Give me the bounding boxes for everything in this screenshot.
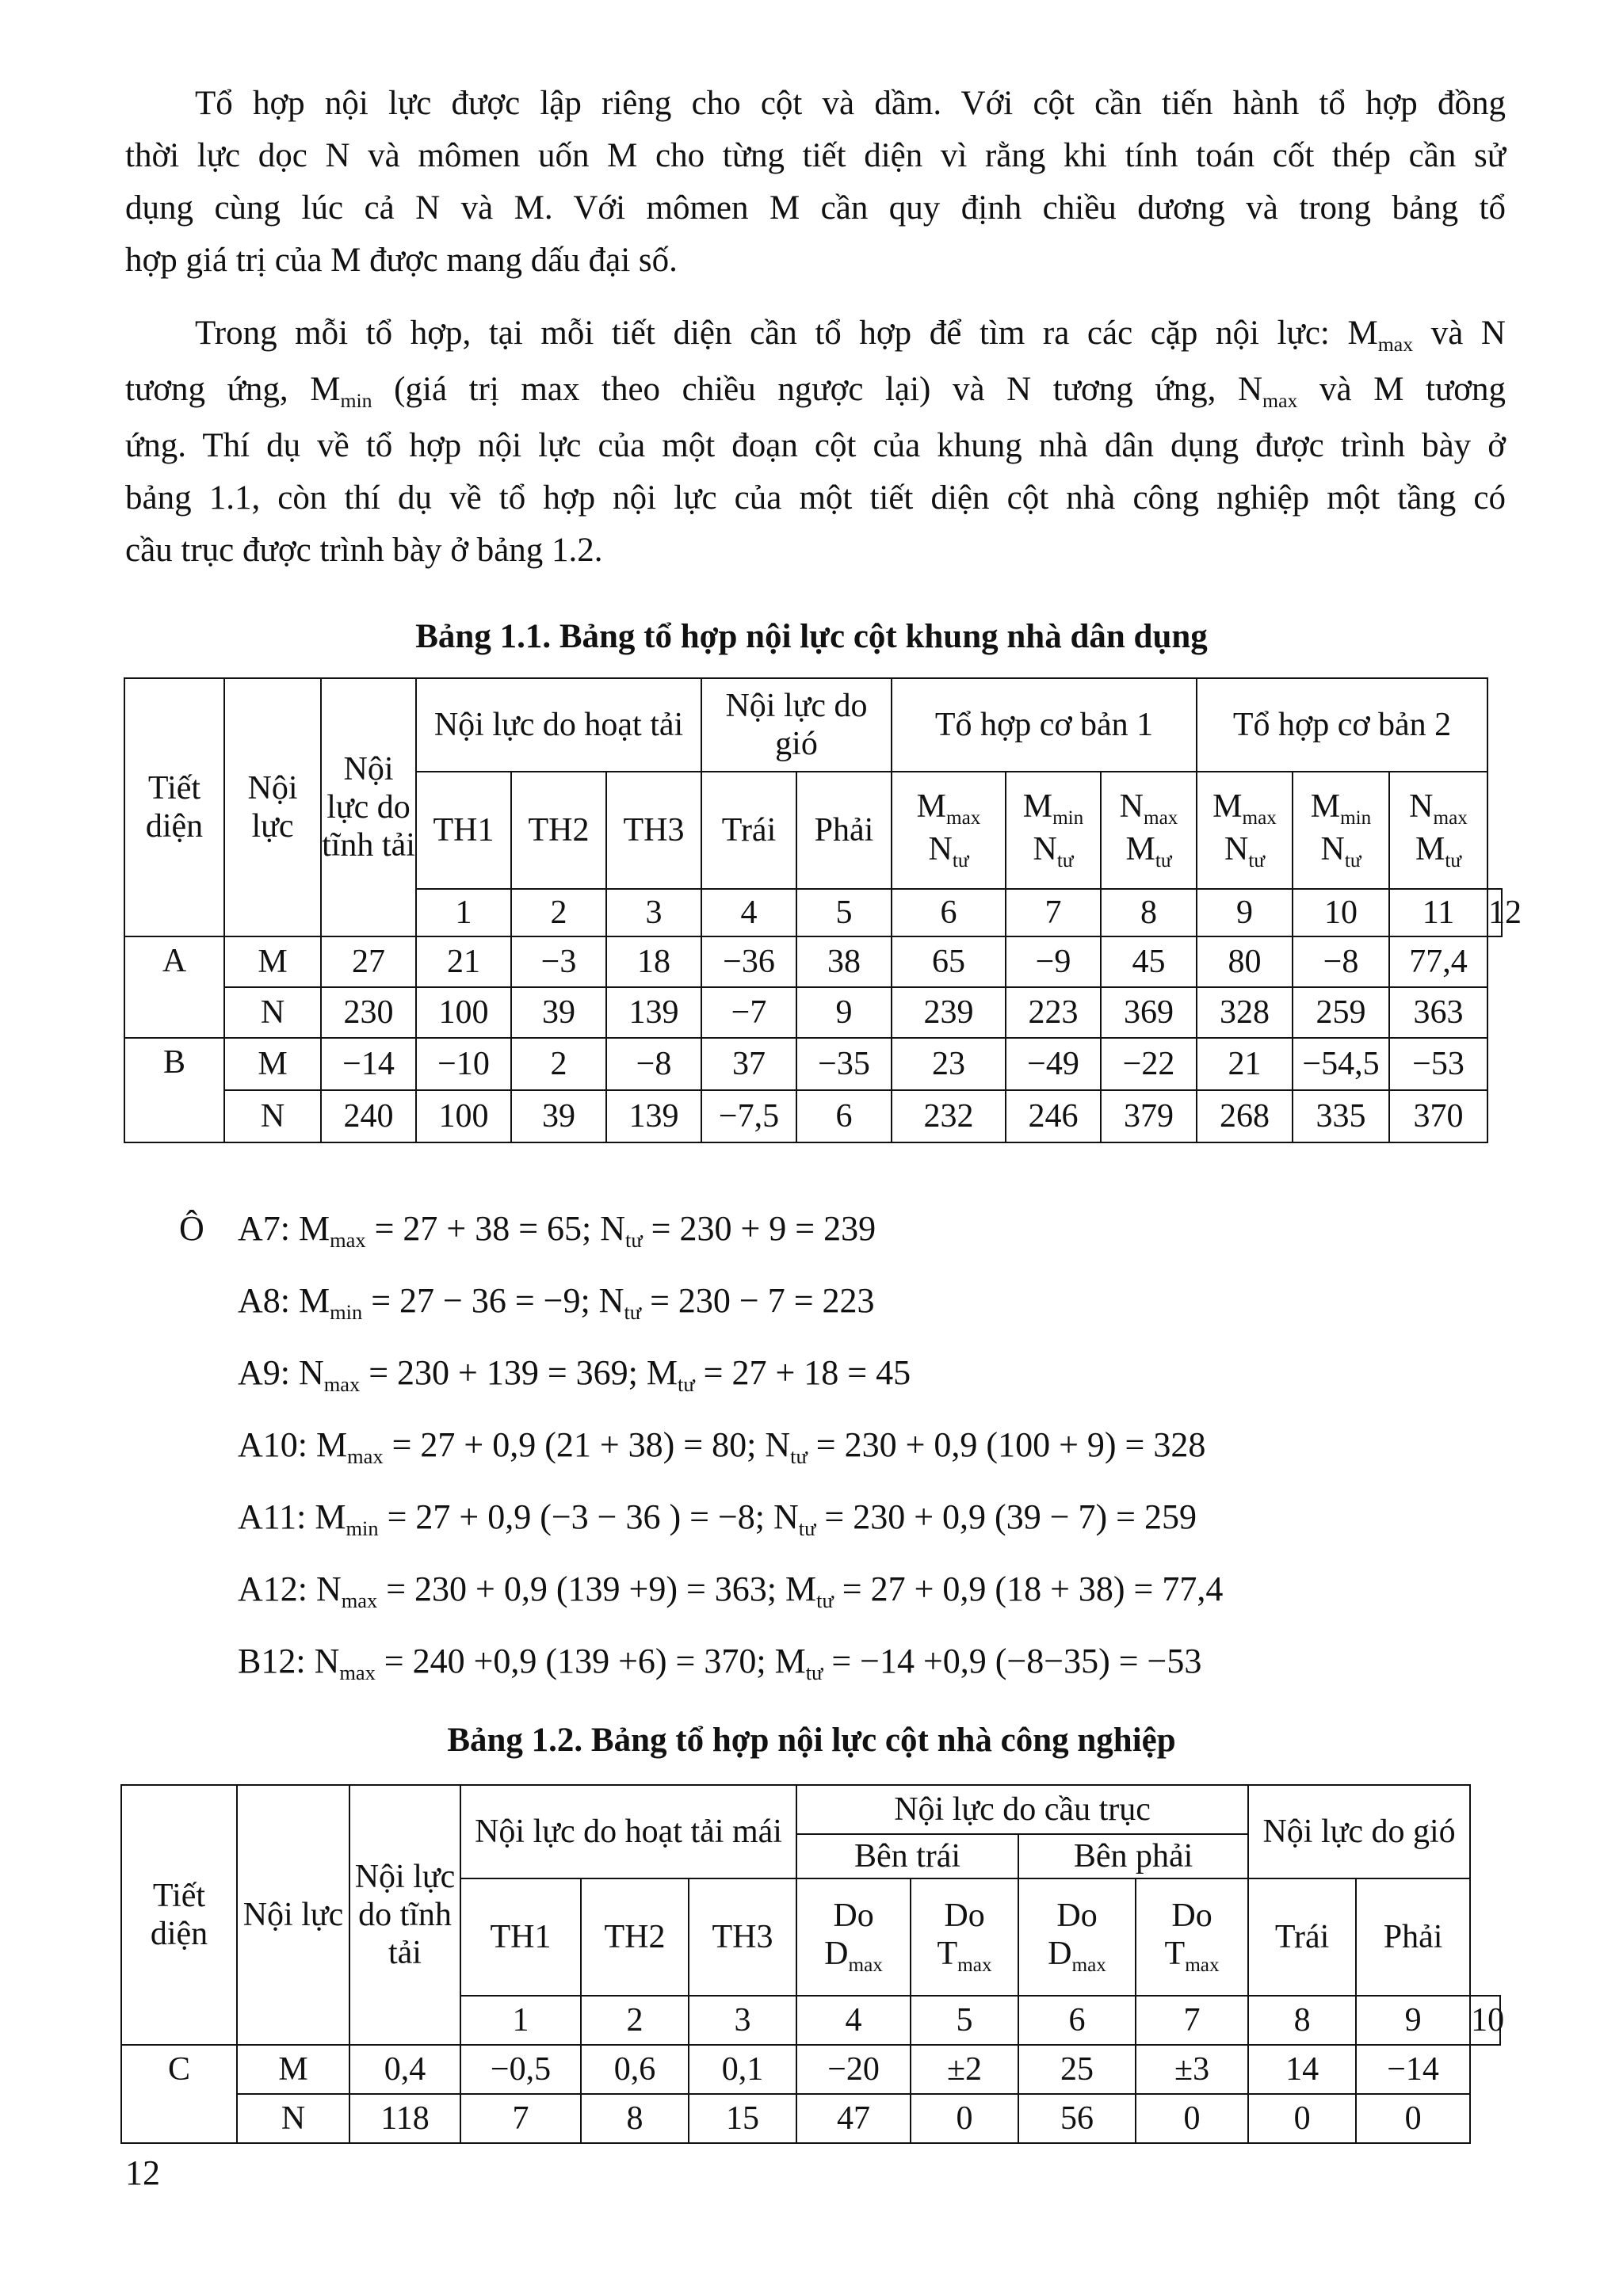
subscript: max <box>1433 807 1468 829</box>
header-combo <box>1197 772 1293 889</box>
subscript: tư <box>1445 849 1462 871</box>
symbol: M <box>785 1569 817 1608</box>
text-run: và N <box>1413 315 1506 352</box>
table-cell: 379 <box>1101 1090 1197 1142</box>
symbol: M <box>315 1497 346 1536</box>
table-row <box>124 936 1502 987</box>
header-th2: TH2 <box>511 772 606 889</box>
table-cell: 139 <box>606 1090 701 1142</box>
header-combo <box>892 772 1006 889</box>
table-cell: 15 <box>689 2094 796 2143</box>
subscript: max <box>1185 1954 1220 1976</box>
symbol: M <box>316 1425 348 1464</box>
table-cell: 77,4 <box>1389 936 1487 987</box>
text-line: cầu trục được trình bày ở bảng 1.2. <box>125 532 603 569</box>
expression: = 230 + 0,9 (100 + 9) = 328 <box>807 1425 1206 1464</box>
subscript: max <box>848 1954 883 1976</box>
header-noi-luc: Nội lực <box>237 1785 349 2045</box>
header-tiet-dien: Tiết diện <box>121 1785 237 2045</box>
text-run: và M tương <box>1297 371 1506 408</box>
symbol: N <box>1224 831 1249 868</box>
symbol: M <box>1125 831 1155 868</box>
table-cell: 14 <box>1248 2045 1356 2094</box>
column-number: 10 <box>1470 1996 1500 2045</box>
table-2-caption: Bảng 1.2. Bảng tổ hợp nội lực cột nhà công nghiệp <box>447 1722 1176 1759</box>
subscript: max <box>1242 807 1277 829</box>
table-cell: 65 <box>892 936 1006 987</box>
table-cell: 0 <box>911 2094 1018 2143</box>
table-cell: 45 <box>1101 936 1197 987</box>
header-th1: TH1 <box>460 1878 581 1996</box>
header-hoat-tai-mai: Nội lực do hoạt tải mái <box>460 1785 796 1878</box>
column-number: 9 <box>1197 889 1293 936</box>
header-word: Do <box>1056 1897 1098 1934</box>
text-line: Tổ hợp nội lực được lập riêng cho cột và dầm. Với cột cần tiến hành tổ hợp đồng <box>195 85 1506 122</box>
header-word: Do <box>1171 1897 1212 1934</box>
symbol: M <box>299 1281 330 1320</box>
subscript: max <box>946 807 981 829</box>
table-cell: −14 <box>321 1038 416 1090</box>
header-do-tmax <box>1136 1878 1248 1996</box>
header-do-tmax <box>911 1878 1018 1996</box>
symbol: M <box>1022 788 1053 825</box>
table-cell: −9 <box>1006 936 1101 987</box>
table-cell: 8 <box>581 2094 689 2143</box>
symbol: N <box>314 1642 340 1680</box>
force-label: N <box>224 1090 321 1142</box>
text-run: tương ứng, M <box>125 371 341 408</box>
header-th3: TH3 <box>606 772 701 889</box>
text-line: ứng. Thí dụ về tổ hợp nội lực của một đoạn cột của khung nhà dân dụng được trình bày ở <box>125 427 1506 464</box>
equation-label: A10: <box>238 1425 316 1464</box>
table-cell: 335 <box>1293 1090 1389 1142</box>
table-cell: 223 <box>1006 987 1101 1038</box>
table-cell: 0 <box>1248 2094 1356 2143</box>
equation-line <box>238 1553 1223 1625</box>
symbol: M <box>299 1209 330 1248</box>
table-row <box>124 1090 1502 1142</box>
column-number: 8 <box>1101 889 1197 936</box>
header-gio: Nội lực do gió <box>1248 1785 1470 1878</box>
table-cell: 0,4 <box>349 2045 460 2094</box>
subscript: min <box>1052 807 1084 829</box>
text-line: hợp giá trị của M được mang dấu đại số. <box>125 242 678 279</box>
table-cell: 38 <box>796 936 892 987</box>
table-cell: 118 <box>349 2094 460 2143</box>
subscript: tư <box>624 1300 642 1325</box>
column-number: 6 <box>892 889 1006 936</box>
equation-label: A8: <box>238 1281 299 1320</box>
text-line: dụng cùng lúc cả N và M. Với mômen M cần quy định chiều dương và trong bảng tổ <box>125 189 1506 227</box>
table-row <box>121 2094 1500 2143</box>
symbol: D <box>824 1936 849 1972</box>
subscript: tư <box>1056 849 1074 871</box>
table-cell: 56 <box>1018 2094 1136 2143</box>
header-noi-luc: Nội lực <box>224 678 321 936</box>
table-cell: 100 <box>416 987 511 1038</box>
header-trai: Trái <box>701 772 796 889</box>
column-number: 5 <box>911 1996 1018 2045</box>
table-cell: 239 <box>892 987 1006 1038</box>
paragraph-1 <box>125 78 1506 287</box>
table-cell: 6 <box>796 1090 892 1142</box>
expression: = −14 +0,9 (−8−35) = −53 <box>823 1642 1202 1680</box>
text-line: thời lực dọc N và mômen uốn M cho từng tiết diện vì rằng khi tính toán cốt thép cần sử <box>125 137 1506 174</box>
expression: = 27 + 18 = 45 <box>694 1353 911 1392</box>
cell-prefix: Ô <box>179 1209 204 1248</box>
symbol: M <box>774 1642 806 1680</box>
symbol: N <box>1409 788 1434 825</box>
header-th1: TH1 <box>416 772 511 889</box>
column-number: 4 <box>701 889 796 936</box>
column-number: 10 <box>1293 889 1389 936</box>
force-label: M <box>224 936 321 987</box>
column-number: 2 <box>581 1996 689 2045</box>
equation-line <box>238 1409 1223 1481</box>
subscript: tư <box>1344 849 1361 871</box>
subscript: max <box>323 1372 361 1397</box>
symbol: N <box>773 1497 799 1536</box>
table-cell: 259 <box>1293 987 1389 1038</box>
equation-line <box>238 1264 1223 1337</box>
subscript: max <box>347 1444 384 1469</box>
table-cell: 328 <box>1197 987 1293 1038</box>
symbol: N <box>1033 831 1057 868</box>
symbol: N <box>1119 788 1144 825</box>
equation-line <box>238 1481 1223 1553</box>
table-2 <box>120 1784 1505 2144</box>
expression: = 27 + 38 = 65; <box>365 1209 601 1248</box>
table-cell: −7,5 <box>701 1090 796 1142</box>
subscript: max <box>1144 807 1178 829</box>
expression: = 230 + 0,9 (39 − 7) = 259 <box>815 1497 1197 1536</box>
paragraph-2 <box>125 307 1506 577</box>
subscript: tư <box>952 849 969 871</box>
expression: = 27 + 0,9 (18 + 38) = 77,4 <box>833 1569 1224 1608</box>
header-th3: TH3 <box>689 1878 796 1996</box>
column-number: 7 <box>1006 889 1101 936</box>
table-cell: 232 <box>892 1090 1006 1142</box>
column-number: 6 <box>1018 1996 1136 2045</box>
symbol: T <box>937 1936 958 1972</box>
table-cell: ±2 <box>911 2045 1018 2094</box>
section-label: A <box>124 936 224 1038</box>
equation-label: A11: <box>238 1497 315 1536</box>
text-run: Trong mỗi tổ hợp, tại mỗi tiết diện cần tổ hợp để tìm ra các cặp nội lực: M <box>195 315 1378 352</box>
subscript: min <box>1340 807 1372 829</box>
table-cell: −49 <box>1006 1038 1101 1090</box>
subscript: tư <box>798 1516 816 1541</box>
table-cell: 369 <box>1101 987 1197 1038</box>
table-cell: −22 <box>1101 1038 1197 1090</box>
expression: = 27 + 0,9 (21 + 38) = 80; <box>383 1425 766 1464</box>
text-line <box>125 307 1506 364</box>
force-label: M <box>237 2045 349 2094</box>
table-cell: 21 <box>1197 1038 1293 1090</box>
text-line: bảng 1.1, còn thí dụ về tổ hợp nội lực của một tiết diện cột nhà công nghiệp một tầng có <box>125 479 1506 517</box>
symbol: M <box>1310 788 1341 825</box>
expression: = 230 + 139 = 369; <box>360 1353 647 1392</box>
table-cell: 2 <box>511 1038 606 1090</box>
subscript: max <box>1377 333 1414 357</box>
equation-list <box>179 1192 1224 1697</box>
table-row <box>124 987 1502 1038</box>
subscript: tư <box>1155 849 1172 871</box>
header-word: Do <box>833 1897 874 1934</box>
subscript: min <box>346 1516 379 1541</box>
equation-line <box>238 1625 1223 1697</box>
header-do-dmax <box>796 1878 911 1996</box>
table-cell: −8 <box>1293 936 1389 987</box>
header-tiet-dien: Tiết diện <box>124 678 224 936</box>
expression: = 27 + 0,9 (−3 − 36 ) = −8; <box>378 1497 773 1536</box>
column-number: 3 <box>606 889 701 936</box>
force-label: N <box>224 987 321 1038</box>
column-number: 5 <box>796 889 892 936</box>
table-row <box>124 1038 1502 1090</box>
column-number: 8 <box>1248 1996 1356 2045</box>
table-cell: −8 <box>606 1038 701 1090</box>
header-ben-trai: Bên trái <box>796 1834 1018 1878</box>
expression: = 230 + 9 = 239 <box>642 1209 876 1248</box>
table-cell: 0 <box>1356 2094 1470 2143</box>
table-1 <box>124 677 1522 1143</box>
table-cell: 80 <box>1197 936 1293 987</box>
header-hoat-tai: Nội lực do hoạt tải <box>416 678 701 772</box>
table-cell: 39 <box>511 1090 606 1142</box>
header-gio: Nội lực do gió <box>701 678 892 772</box>
table-cell: 230 <box>321 987 416 1038</box>
subscript: tư <box>678 1372 695 1397</box>
column-number: 1 <box>460 1996 581 2045</box>
table-cell: −7 <box>701 987 796 1038</box>
header-cau-truc: Nội lực do cầu trục <box>796 1785 1248 1834</box>
column-number: 4 <box>796 1996 911 2045</box>
header-word: Do <box>944 1897 985 1934</box>
table-cell: −53 <box>1389 1038 1487 1090</box>
subscript: max <box>957 1954 992 1976</box>
header-trai: Trái <box>1248 1878 1356 1996</box>
symbol: M <box>1415 831 1445 868</box>
subscript: tư <box>816 1589 834 1613</box>
table-cell: 370 <box>1389 1090 1487 1142</box>
table-cell: 363 <box>1389 987 1487 1038</box>
table-cell: 9 <box>796 987 892 1038</box>
table-cell: −0,5 <box>460 2045 581 2094</box>
table-1-caption: Bảng 1.1. Bảng tổ hợp nội lực cột khung nhà dân dụng <box>415 618 1208 655</box>
table-cell: −35 <box>796 1038 892 1090</box>
subscript: min <box>340 389 372 413</box>
column-number: 1 <box>416 889 511 936</box>
table-cell: 18 <box>606 936 701 987</box>
symbol: N <box>600 1209 626 1248</box>
header-ben-phai: Bên phải <box>1018 1834 1248 1878</box>
column-number: 3 <box>689 1996 796 2045</box>
table-cell: 25 <box>1018 2045 1136 2094</box>
table-cell: 0,1 <box>689 2045 796 2094</box>
symbol: M <box>1212 788 1243 825</box>
table-cell: 21 <box>416 936 511 987</box>
table-cell: 7 <box>460 2094 581 2143</box>
equation-label: A7: <box>238 1209 299 1248</box>
subscript: tư <box>625 1228 643 1253</box>
equation-line <box>238 1337 1223 1409</box>
text-run: (giá trị max theo chiều ngược lại) và N tương ứng, N <box>372 371 1263 408</box>
equation-label: A9: <box>238 1353 299 1392</box>
table-cell: 139 <box>606 987 701 1038</box>
header-phai: Phải <box>796 772 892 889</box>
table-cell: 47 <box>796 2094 911 2143</box>
subscript: tư <box>805 1661 823 1685</box>
table-cell: 27 <box>321 936 416 987</box>
subscript: max <box>341 1589 378 1613</box>
symbol: N <box>598 1281 624 1320</box>
table-cell: ±3 <box>1136 2045 1248 2094</box>
table-cell: 100 <box>416 1090 511 1142</box>
subscript: max <box>339 1661 376 1685</box>
subscript: tư <box>790 1444 808 1469</box>
header-combo <box>1293 772 1389 889</box>
symbol: D <box>1048 1936 1072 1972</box>
equation-label: B12: <box>238 1642 315 1680</box>
equation-label: A12: <box>238 1569 316 1608</box>
header-phai: Phải <box>1356 1878 1470 1996</box>
header-do-dmax <box>1018 1878 1136 1996</box>
header-tinh-tai: Nội lực do tĩnh tải <box>321 678 416 936</box>
header-to-hop-co-ban-2: Tổ hợp cơ bản 2 <box>1197 678 1487 772</box>
table-cell: −10 <box>416 1038 511 1090</box>
symbol: N <box>316 1569 342 1608</box>
symbol: N <box>765 1425 791 1464</box>
table-cell: 0,6 <box>581 2045 689 2094</box>
table-cell: 246 <box>1006 1090 1101 1142</box>
expression: = 230 − 7 = 223 <box>641 1281 875 1320</box>
column-number: 2 <box>511 889 606 936</box>
symbol: M <box>916 788 946 825</box>
force-label: N <box>237 2094 349 2143</box>
text-line <box>125 364 1506 420</box>
header-th2: TH2 <box>581 1878 689 1996</box>
column-number: 11 <box>1389 889 1487 936</box>
force-label: M <box>224 1038 321 1090</box>
symbol: N <box>299 1353 324 1392</box>
expression: = 27 − 36 = −9; <box>362 1281 599 1320</box>
subscript: max <box>1071 1954 1106 1976</box>
table-cell: 39 <box>511 987 606 1038</box>
header-combo <box>1006 772 1101 889</box>
header-combo <box>1389 772 1487 889</box>
table-cell: 23 <box>892 1038 1006 1090</box>
subscript: tư <box>1248 849 1266 871</box>
symbol: N <box>1320 831 1345 868</box>
equation-line <box>179 1192 1223 1264</box>
column-number: 12 <box>1487 889 1502 936</box>
header-tinh-tai: Nội lực do tĩnh tải <box>349 1785 460 2045</box>
column-number: 9 <box>1356 1996 1470 2045</box>
section-label: C <box>121 2045 237 2143</box>
table-cell: 0 <box>1136 2094 1248 2143</box>
symbol: M <box>646 1353 678 1392</box>
table-cell: 37 <box>701 1038 796 1090</box>
table-cell: −3 <box>511 936 606 987</box>
header-combo <box>1101 772 1197 889</box>
table-cell: −14 <box>1356 2045 1470 2094</box>
table-cell: −54,5 <box>1293 1038 1389 1090</box>
subscript: min <box>330 1300 363 1325</box>
symbol: T <box>1164 1936 1186 1972</box>
table-cell: 268 <box>1197 1090 1293 1142</box>
header-to-hop-co-ban-1: Tổ hợp cơ bản 1 <box>892 678 1197 772</box>
expression: = 240 +0,9 (139 +6) = 370; <box>375 1642 775 1680</box>
expression: = 230 + 0,9 (139 +9) = 363; <box>377 1569 786 1608</box>
subscript: max <box>1262 389 1298 413</box>
column-number: 7 <box>1136 1996 1248 2045</box>
symbol: N <box>928 831 953 868</box>
table-row <box>121 2045 1500 2094</box>
table-cell: −36 <box>701 936 796 987</box>
section-label: B <box>124 1038 224 1142</box>
page-number: 12 <box>125 2153 160 2192</box>
subscript: max <box>330 1228 366 1253</box>
table-cell: 240 <box>321 1090 416 1142</box>
table-cell: −20 <box>796 2045 911 2094</box>
